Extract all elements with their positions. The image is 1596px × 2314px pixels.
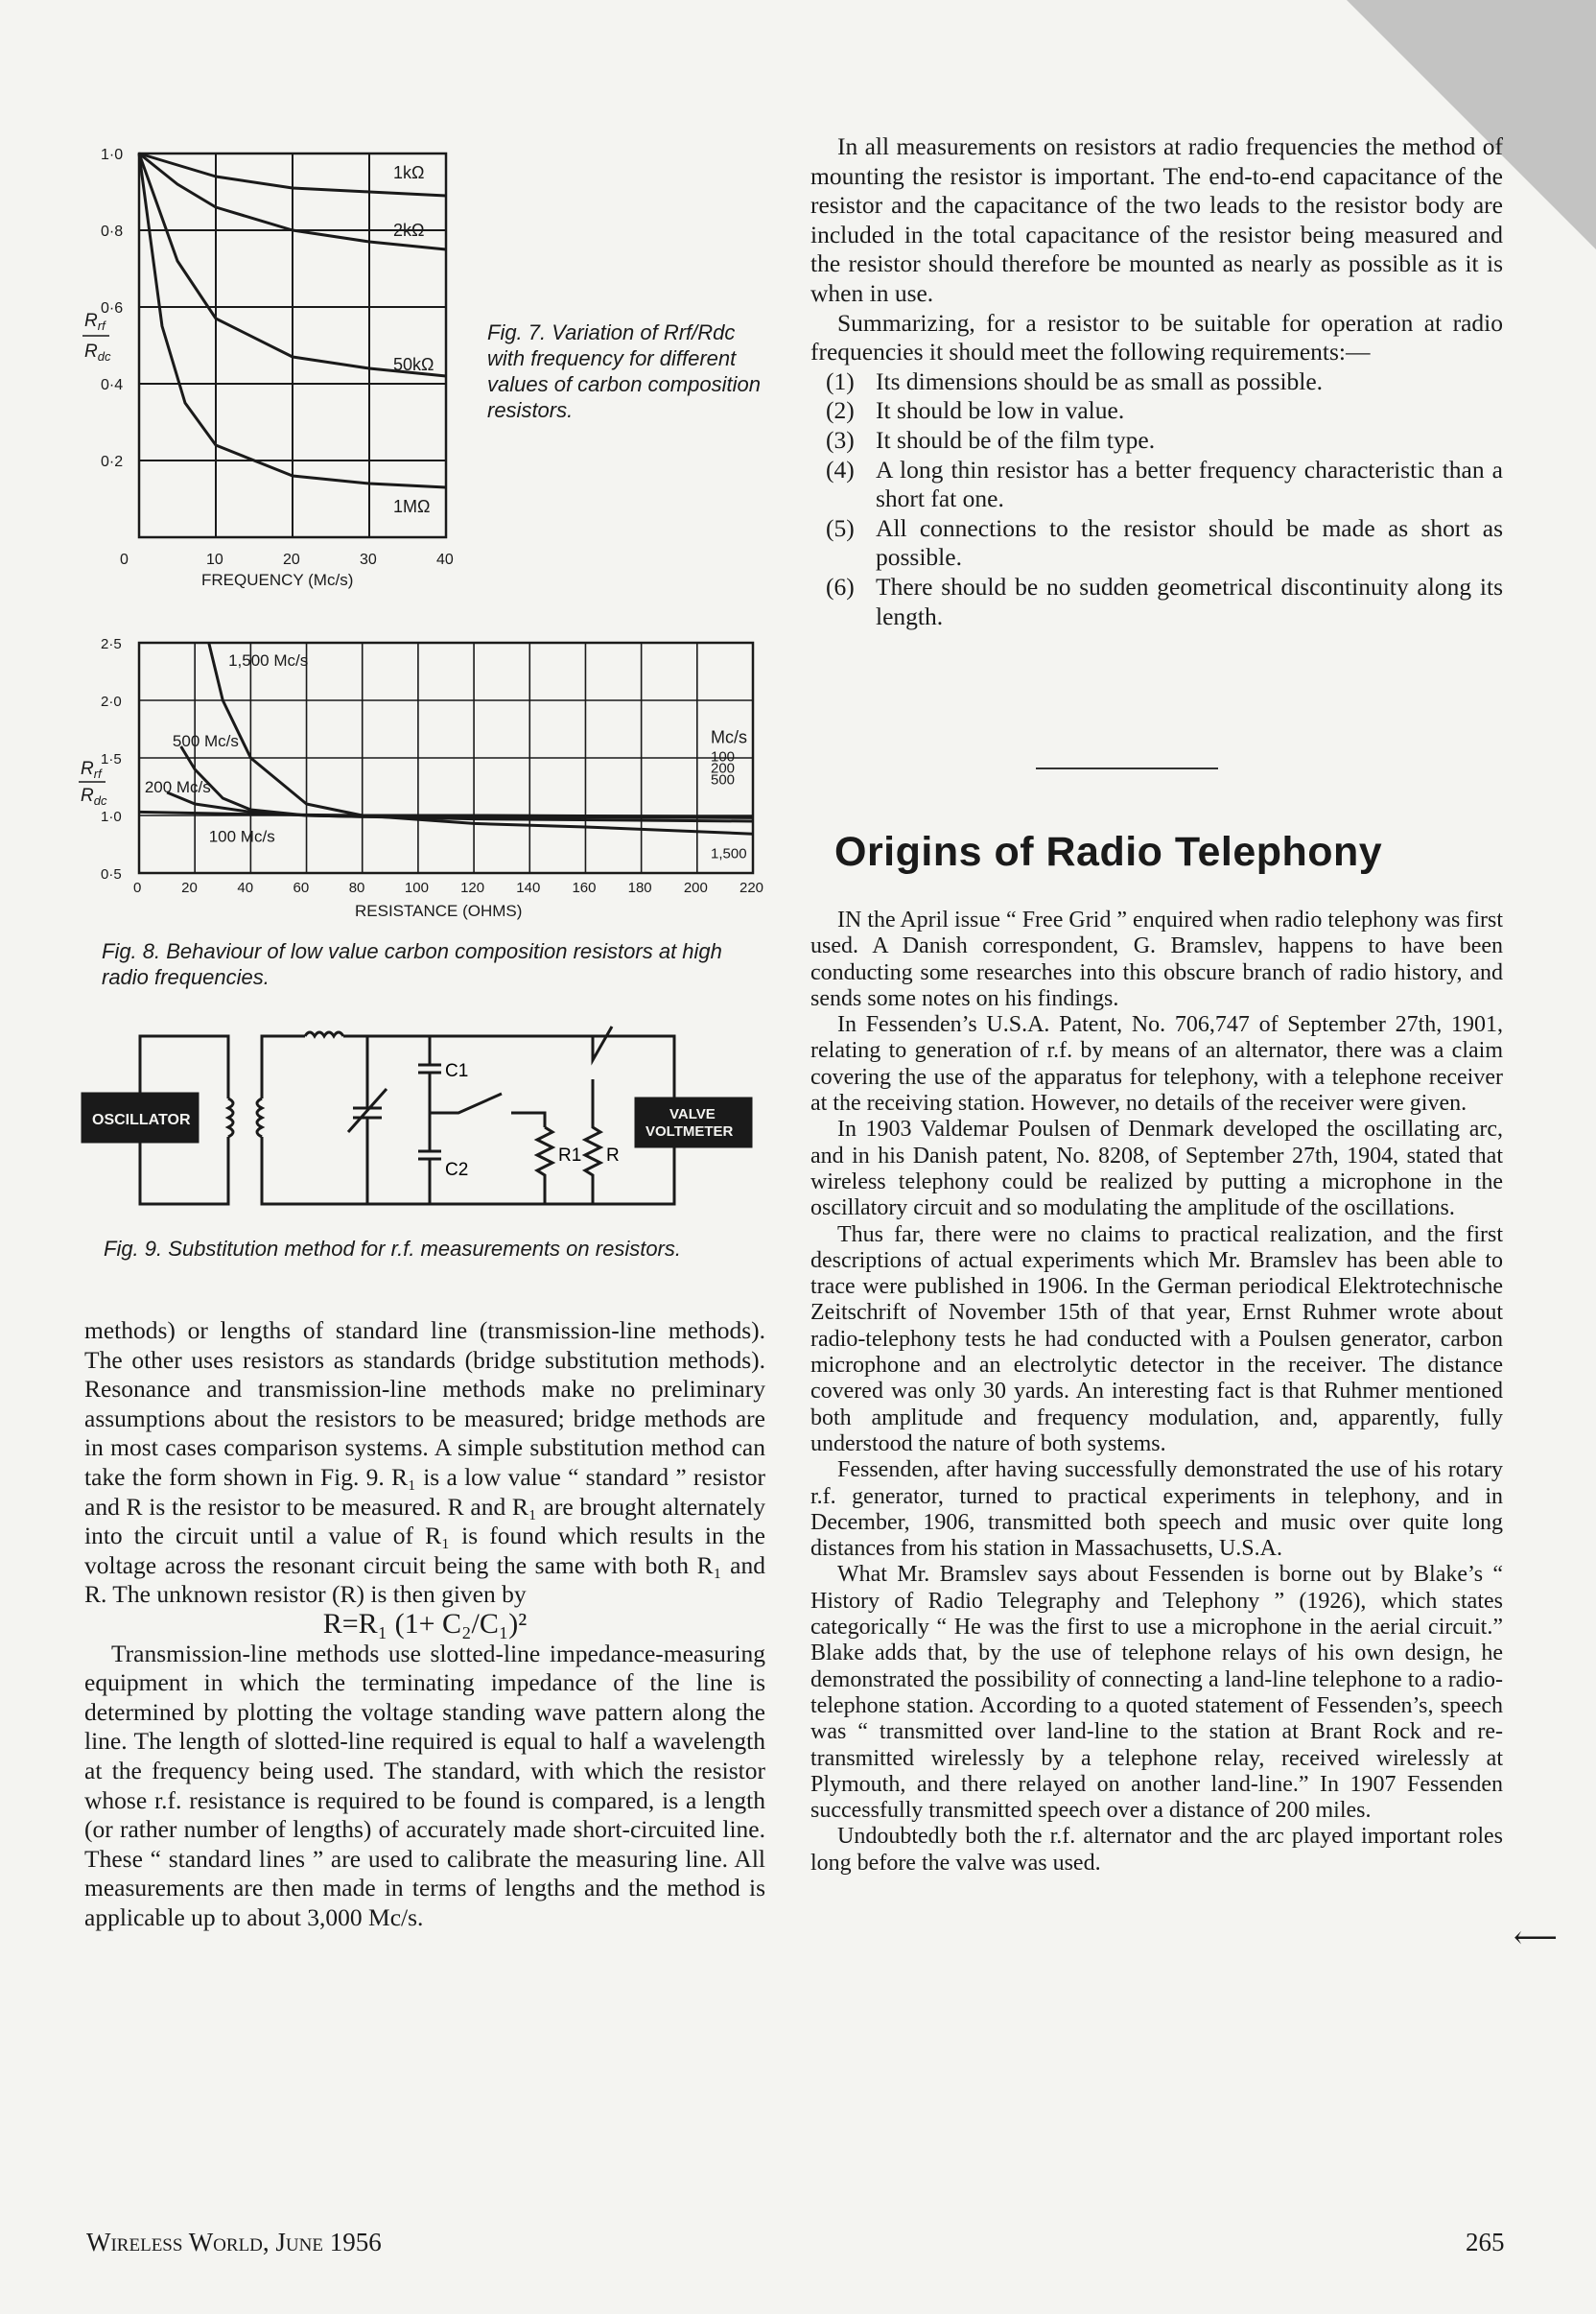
fig8-y-tick-label: 2·5 <box>101 636 122 652</box>
left-column <box>84 1316 765 1932</box>
fig8-curve-label: 1,500 Mc/s <box>228 651 309 670</box>
fig8-caption-text: Fig. 8. Behaviour of low value carbon composition resistors at high radio frequencies. <box>102 939 722 989</box>
fig7-caption-text: Fig. 7. Variation of Rrf/Rdc with frequency for different values of carbon composition resistors. <box>487 320 761 422</box>
fig8-right-label: 1,500 <box>711 845 747 862</box>
fig8-y-tick-label: 1·0 <box>101 809 122 825</box>
fig7-x-tick-label: 30 <box>360 552 377 568</box>
fig7-x-tick-label: 40 <box>436 552 454 568</box>
voltmeter-label-2: VOLTMETER <box>645 1123 734 1140</box>
fig9-caption <box>104 1236 746 1262</box>
fig8-right-label: 200 <box>711 760 736 777</box>
fig8-curve-label: 200 Mc/s <box>144 778 211 796</box>
fig8-right-label: 500 <box>711 771 736 789</box>
fig7-caption <box>487 319 765 423</box>
fig7-curve-label: 1MΩ <box>393 497 431 516</box>
fig8-x-tick-label: 160 <box>572 880 597 896</box>
fig8-x-tick-label: 40 <box>237 880 254 896</box>
article-paragraph: Thus far, there were no claims to practical realization, and the first descriptions of actual experiments which Mr. Bramslev has been able to trace were published in 1906. In the German periodical Elektrotechnische Zeitschrift of November 15th of that year, Ernst Ruhmer wrote about radio-telephony tests he had conducted with a Poulsen generator, carbon microphone and an electrolytic detector in the receiver. The distance covered was only 30 yards. An interesting fact is that Ruhmer mentioned both amplitude and frequency modulation, and, apparently, fully understood the nature of both systems. <box>810 1221 1503 1456</box>
article-paragraph: What Mr. Bramslev says about Fessenden is borne out by Blake’s “ History of Radio Telegraphy and Telephony ” (1926), which states categorically “ He was the first to use a microphone in the aerial circuit.” Blake adds that, by the use of telephone relays of his own design, he demonstrated the possibility of connecting a land-line telephone to a radio-telephone station. According to a quoted statement of Fessenden’s, speech was “ transmitted over land-line to the station at Brant Rock and re-transmitted wirelessly by a telephone relay, received wirelessly at Plymouth, and there relayed on another land-line.” In 1907 Fessenden successfully transmitted speech over a distance of 200 miles. <box>810 1562 1503 1824</box>
fig8-right-label: 100 <box>711 748 736 766</box>
article-paragraph: IN the April issue “ Free Grid ” enquired when radio telephony was first used. A Danish correspondent, G. Bramslev, happens to have been conducting some researches into this obscure branch of radio history, and sends some notes on his findings. <box>810 908 1503 1011</box>
article-paragraph: In 1903 Valdemar Poulsen of Denmark developed the oscillating arc, and in his Danish patent, No. 8208, of September 27th, 1904, stated that wireless telephony could be realized by putting a microphone in the oscillatory circuit and so modulating the amplitude of the oscillations. <box>810 1117 1503 1221</box>
footer-page-number: 265 <box>1466 2228 1505 2256</box>
requirement-item: (1) Its dimensions should be as small as possible. <box>826 366 1324 395</box>
requirement-item: (2) It should be low in value. <box>826 396 1125 425</box>
fig7-ylabel-den: $R_{dc}$ <box>84 342 111 364</box>
fig9-caption-text: Fig. 9. Substitution method for r.f. measurements on resistors. <box>104 1237 681 1261</box>
requirement-item: (3) It should be of the film type. <box>826 425 1156 454</box>
c1-label: C1 <box>445 1061 469 1081</box>
fig8-y-tick-label: 0·5 <box>101 866 122 883</box>
svg-text:Rrf: $R_{rf}$ <box>81 759 102 781</box>
r1-label: R1 <box>558 1145 582 1166</box>
oscillator-label: OSCILLATOR <box>92 1112 191 1128</box>
fig8-x-tick-label: 140 <box>516 880 541 896</box>
r-label: R <box>606 1145 620 1166</box>
requirement-item: (4) A long thin resistor has a better frequency characteristic than a short fat one. <box>826 455 1503 513</box>
fig8-curve-label: 500 Mc/s <box>172 732 239 750</box>
fig7-ylabel-num: $R_{rf}$ <box>84 311 106 333</box>
fig8-x-tick-label: 100 <box>404 880 429 896</box>
fig7-curve-label: 1kΩ <box>393 163 425 182</box>
section-divider <box>1036 767 1218 769</box>
fig8-chart <box>67 628 777 926</box>
fig7-x-tick-label: 0 <box>120 552 129 568</box>
svg-text:Rdc: $R_{dc}$ <box>81 786 107 808</box>
fig8-caption <box>102 938 737 990</box>
fig9-circuit <box>75 1007 775 1228</box>
fig7-curve-label: 2kΩ <box>393 221 425 240</box>
fig7-y-tick-label: 0·6 <box>101 300 124 317</box>
fig7-chart <box>67 134 489 595</box>
fig7-x-tick-label: 20 <box>283 552 300 568</box>
fig8-x-tick-label: 200 <box>683 880 708 896</box>
fig8-x-tick-label: 120 <box>460 880 485 896</box>
right-paragraph-2: Summarizing, for a resistor to be suitable for operation at radio frequencies it should meet the following requirements:— <box>810 308 1503 366</box>
fig8-y-tick-label: 1·5 <box>101 751 122 767</box>
left-paragraph-2: Transmission-line methods use slotted-line impedance-measuring equipment in which the terminating impedance of the line is determined by plotting the voltage standing wave pattern along the line. The length of slotted-line required is equal to half a wavelength at the frequency being used. The standard, with which the resistor whose r.f. resistance is required to be found is compared, is a length (or rather number of lengths) of accurately made short-circuited line. These “ standard lines ” are used to calibrate the measuring line. All measurements are then made in terms of lengths and the method is applicable up to about 3,000 Mc/s. <box>84 1639 765 1931</box>
fig8-x-tick-label: 180 <box>627 880 652 896</box>
article-heading: Origins of Radio Telephony <box>834 829 1383 875</box>
fig7-y-tick-label: 0·2 <box>101 454 124 470</box>
fig7-xlabel: FREQUENCY (Mc/s) <box>201 571 354 589</box>
article-body <box>810 908 1503 1877</box>
fig8-y-tick-label: 2·0 <box>101 694 122 710</box>
fig7-x-tick-label: 10 <box>206 552 223 568</box>
fig8-series-line <box>209 643 753 834</box>
c2-label: C2 <box>445 1160 469 1180</box>
fig8-x-tick-label: 0 <box>133 880 142 896</box>
article-paragraph: Fessenden, after having successfully demonstrated the use of his rotary r.f. generator, turned to practical experiments in telephony, and in December, 1906, transmitted both speech and music over quite long distances from his station in Massachusetts, U.S.A. <box>810 1457 1503 1562</box>
fig7-curve-label: 50kΩ <box>393 355 434 374</box>
right-paragraph-1: In all measurements on resistors at radio frequencies the method of mounting the resistor is important. The end-to-end capacitance of the resistor and the capacitance of the two leads to the resistor body are included in the total capacitance of the resistor being measured and the resistor should therefore be mounted as nearly as possible as it is when in use. <box>810 132 1503 307</box>
requirement-item: (6) There should be no sudden geometrical discontinuity along its length. <box>826 572 1503 630</box>
fig8-curve-label: 100 Mc/s <box>208 827 275 846</box>
left-paragraph-1: methods) or lengths of standard line (transmission-line methods). The other uses resistors as standards (bridge substitution methods). Resonance and transmission-line methods make no preliminary assumptions about the resistors to be measured; bridge methods are in most cases comparison systems. A simple substitution method can take the form shown in Fig. 9. R₁ is a low value “ standard ” resistor and R is the resistor to be measured. R and R₁ are brought alternately into the circuit until a value of R₁ is found which results in the voltage across the resonant circuit being the same with both R₁ and R. The unknown resistor (R) is then given by <box>84 1316 765 1609</box>
fig7-y-tick-label: 1·0 <box>101 147 124 163</box>
margin-arrow-mark: ⟵ <box>1514 1920 1558 1954</box>
fig8-x-tick-label: 220 <box>739 880 764 896</box>
article-paragraph: Undoubtedly both the r.f. alternator and the arc played important roles long before the valve was used. <box>810 1824 1503 1876</box>
formula: R=R₁ (1+ C₂/C₁)² <box>322 1607 528 1640</box>
fig8-right-label: Mc/s <box>711 727 747 747</box>
fig7-y-tick-label: 0·4 <box>101 377 124 393</box>
fig8-x-tick-label: 80 <box>348 880 365 896</box>
right-column-top <box>810 132 1503 631</box>
voltmeter-label-1: VALVE <box>669 1106 716 1122</box>
fig8-x-tick-label: 20 <box>181 880 198 896</box>
fig8-xlabel: RESISTANCE (OHMS) <box>355 902 523 920</box>
article-paragraph: In Fessenden’s U.S.A. Patent, No. 706,747 of September 27th, 1901, relating to generation of r.f. by means of an alternator, there was a claim covering the use of the apparatus for telephony, with a telephone receiver at the receiving station. However, no details of the receiver were given. <box>810 1012 1503 1117</box>
requirement-item: (5) All connections to the resistor should be made as short as possible. <box>826 513 1503 572</box>
fig7-y-tick-label: 0·8 <box>101 224 124 240</box>
fig8-x-tick-label: 60 <box>293 880 310 896</box>
footer-journal: Wireless World, June 1956 <box>86 2228 382 2256</box>
